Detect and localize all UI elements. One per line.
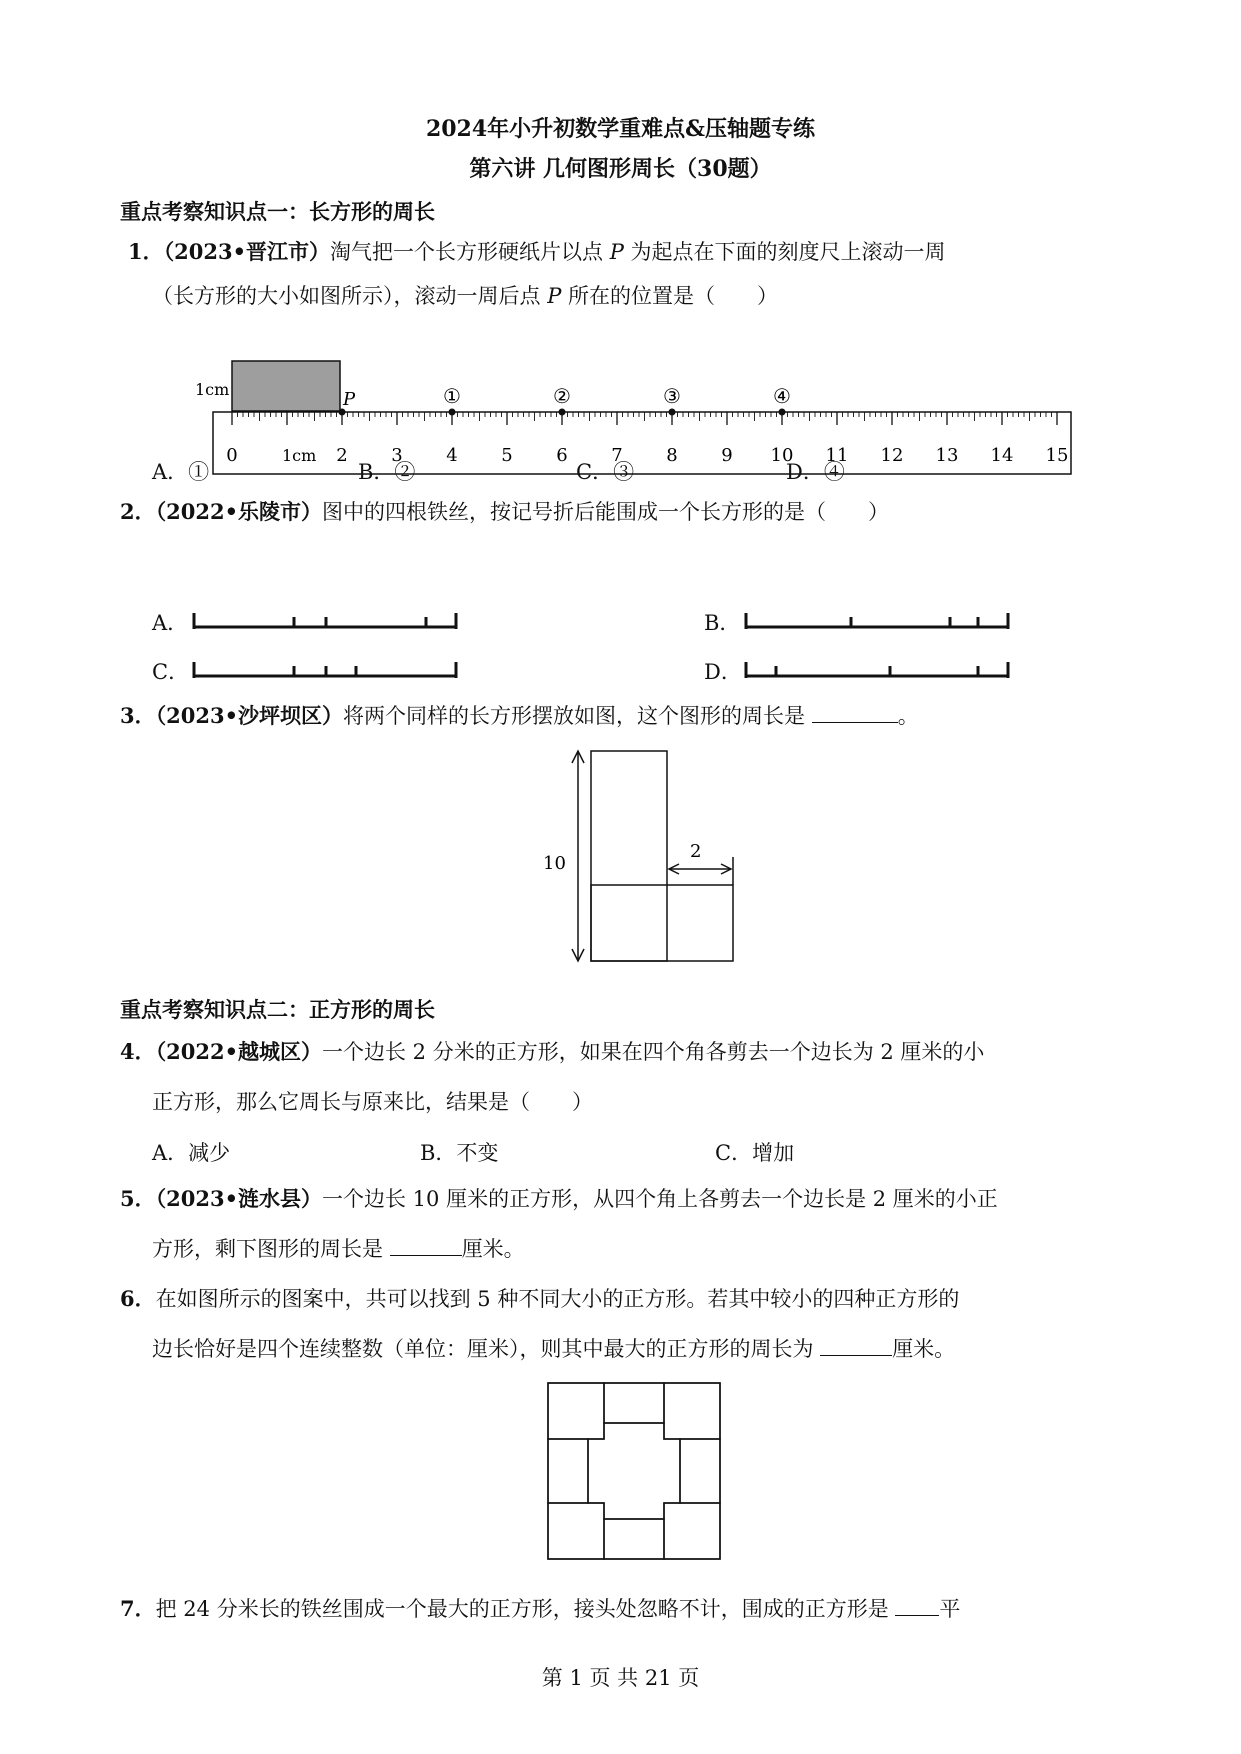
position-marker-label: ③ xyxy=(663,384,681,408)
largest-square xyxy=(548,1383,720,1559)
label-2: 2 xyxy=(690,841,702,862)
question-text: 所在的位置是（ ） xyxy=(561,284,779,308)
answer-blank[interactable] xyxy=(812,704,898,723)
ruler-tick-label: 5 xyxy=(501,445,513,466)
rect-height-label: 1cm xyxy=(195,380,230,399)
ruler-tick-label: 7 xyxy=(611,445,623,466)
answer-blank[interactable] xyxy=(895,1597,939,1616)
wire-d[interactable] xyxy=(742,654,1022,684)
question-4-line-1 xyxy=(120,1040,984,1064)
question-text: （长方形的大小如图所示），滚动一周后点 xyxy=(152,284,548,308)
option-c[interactable]: C．增加 xyxy=(715,1141,795,1165)
wire-option-b-label[interactable]: B． xyxy=(704,611,741,635)
question-text: 为起点在下面的刻度尺上滚动一周 xyxy=(623,240,946,264)
wide-rectangle xyxy=(591,885,733,961)
question-text: 一个边长 2 分米的正方形，如果在四个角各剪去一个边长为 2 厘米的小 xyxy=(322,1040,985,1064)
question-text: 把 24 分米长的铁丝围成一个最大的正方形，接头处忽略不计，围成的正方形是 xyxy=(155,1597,896,1621)
section-heading-2: 重点考察知识点二：正方形的周长 xyxy=(120,997,435,1022)
position-marker-dot xyxy=(779,409,786,416)
answer-blank[interactable] xyxy=(390,1237,462,1256)
question-source: （2023•沙坪坝区） xyxy=(155,703,343,728)
ruler-tick-label: 4 xyxy=(446,445,458,466)
label-10: 10 xyxy=(543,853,566,874)
wire-a[interactable] xyxy=(190,605,470,635)
question-source: （2022•乐陵市） xyxy=(155,499,322,524)
option-b[interactable]: B．不变 xyxy=(420,1141,499,1165)
question-number: 3． xyxy=(120,703,156,728)
ruler-numbers xyxy=(226,445,1068,466)
position-marker-dot xyxy=(669,409,676,416)
option-a[interactable]: A．① xyxy=(152,460,210,484)
position-marker-label: ① xyxy=(443,384,461,408)
question-number: 2． xyxy=(120,499,156,524)
question-source: （2023•涟水县） xyxy=(155,1186,322,1211)
question-number: 5． xyxy=(120,1186,156,1211)
question-source: （2023•晋江市） xyxy=(163,239,330,264)
unit-label: 1cm xyxy=(282,446,317,465)
ruler-figure xyxy=(185,355,1090,485)
question-1-line-2 xyxy=(152,284,778,308)
wire-b[interactable] xyxy=(742,605,1022,635)
paper-rectangle xyxy=(232,361,340,411)
ruler-tick-label: 15 xyxy=(1045,445,1069,466)
wire-option-d-label[interactable]: D． xyxy=(704,660,742,684)
option-d[interactable]: D．④ xyxy=(786,460,845,484)
question-text: 图中的四根铁丝，按记号折后能围成一个长方形的是（ ） xyxy=(322,500,889,524)
point-p-dot xyxy=(339,409,346,416)
ruler-tick-label: 0 xyxy=(226,445,238,466)
ruler-markers xyxy=(339,384,791,416)
question-7 xyxy=(120,1597,960,1621)
page-subtitle: 第六讲 几何图形周长（30题） xyxy=(469,156,772,182)
question-number: 7． xyxy=(120,1596,156,1621)
question-5-line-1 xyxy=(120,1187,998,1211)
ruler-tick-label: 10 xyxy=(770,445,794,466)
point-p: P xyxy=(547,284,562,308)
ruler-tick-label: 6 xyxy=(556,445,568,466)
option-b[interactable]: B．② xyxy=(358,460,416,484)
ruler-tick-label: 2 xyxy=(336,445,348,466)
position-marker-dot xyxy=(559,409,566,416)
ruler-tick-label: 13 xyxy=(935,445,959,466)
ruler-ticks xyxy=(232,412,1057,425)
question-1-line-1 xyxy=(128,240,946,264)
ruler-tick-label: 9 xyxy=(721,445,733,466)
section-heading-1: 重点考察知识点一：长方形的周长 xyxy=(120,199,435,224)
ruler-tick-label: 14 xyxy=(990,445,1014,466)
position-marker-dot xyxy=(449,409,456,416)
option-c[interactable]: C．③ xyxy=(576,460,635,484)
question-number: 4． xyxy=(120,1039,156,1064)
question-text: 一个边长 10 厘米的正方形，从四个角上各剪去一个边长是 2 厘米的小正 xyxy=(322,1187,998,1211)
question-text: 边长恰好是四个连续整数（单位：厘米），则其中最大的正方形的周长为 xyxy=(152,1337,821,1361)
question-text: 在如图所示的图案中，共可以找到 5 种不同大小的正方形。若其中较小的四种正方形的 xyxy=(155,1287,960,1311)
question-3 xyxy=(120,704,919,728)
page-footer: 第 1 页 共 21 页 xyxy=(541,1666,700,1690)
question-6-line-1 xyxy=(120,1287,959,1311)
wire-option-c-label[interactable]: C． xyxy=(152,660,190,684)
question-4-line-2: 正方形，那么它周长与原来比，结果是（ ） xyxy=(152,1090,593,1114)
question-text: 淘气把一个长方形硬纸片以点 xyxy=(330,240,610,264)
question-number: 6． xyxy=(120,1286,156,1311)
question-6-line-2 xyxy=(152,1337,955,1361)
wire-c[interactable] xyxy=(190,654,470,684)
question-text: 将两个同样的长方形摆放如图，这个图形的周长是 xyxy=(343,704,812,728)
question-text-end: 厘米。 xyxy=(461,1237,525,1261)
question-text-end: 。 xyxy=(897,704,919,728)
point-p-label: P xyxy=(343,389,356,410)
question-text-end: 平 xyxy=(939,1597,961,1621)
question-5-line-2 xyxy=(152,1237,525,1261)
wire-option-a-label[interactable]: A． xyxy=(152,611,189,635)
question-number: 1． xyxy=(128,239,164,264)
question-source: （2022•越城区） xyxy=(155,1039,322,1064)
point-p: P xyxy=(609,240,624,264)
ruler-tick-label: 11 xyxy=(825,445,849,466)
question-text-end: 厘米。 xyxy=(892,1337,956,1361)
rectangles-figure xyxy=(535,745,735,970)
question-2 xyxy=(120,500,889,524)
page-title: 2024年小升初数学重难点&压轴题专练 xyxy=(425,116,816,142)
question-text: 方形，剩下图形的周长是 xyxy=(152,1237,390,1261)
squares-pattern-figure xyxy=(545,1380,725,1564)
ruler-tick-label: 8 xyxy=(666,445,678,466)
option-a[interactable]: A．减少 xyxy=(152,1141,231,1165)
answer-blank[interactable] xyxy=(820,1337,892,1356)
position-marker-label: ② xyxy=(553,384,571,408)
ruler-tick-label: 3 xyxy=(391,445,403,466)
tall-rectangle xyxy=(591,751,667,961)
ruler-tick-label: 12 xyxy=(880,445,904,466)
position-marker-label: ④ xyxy=(773,384,791,408)
